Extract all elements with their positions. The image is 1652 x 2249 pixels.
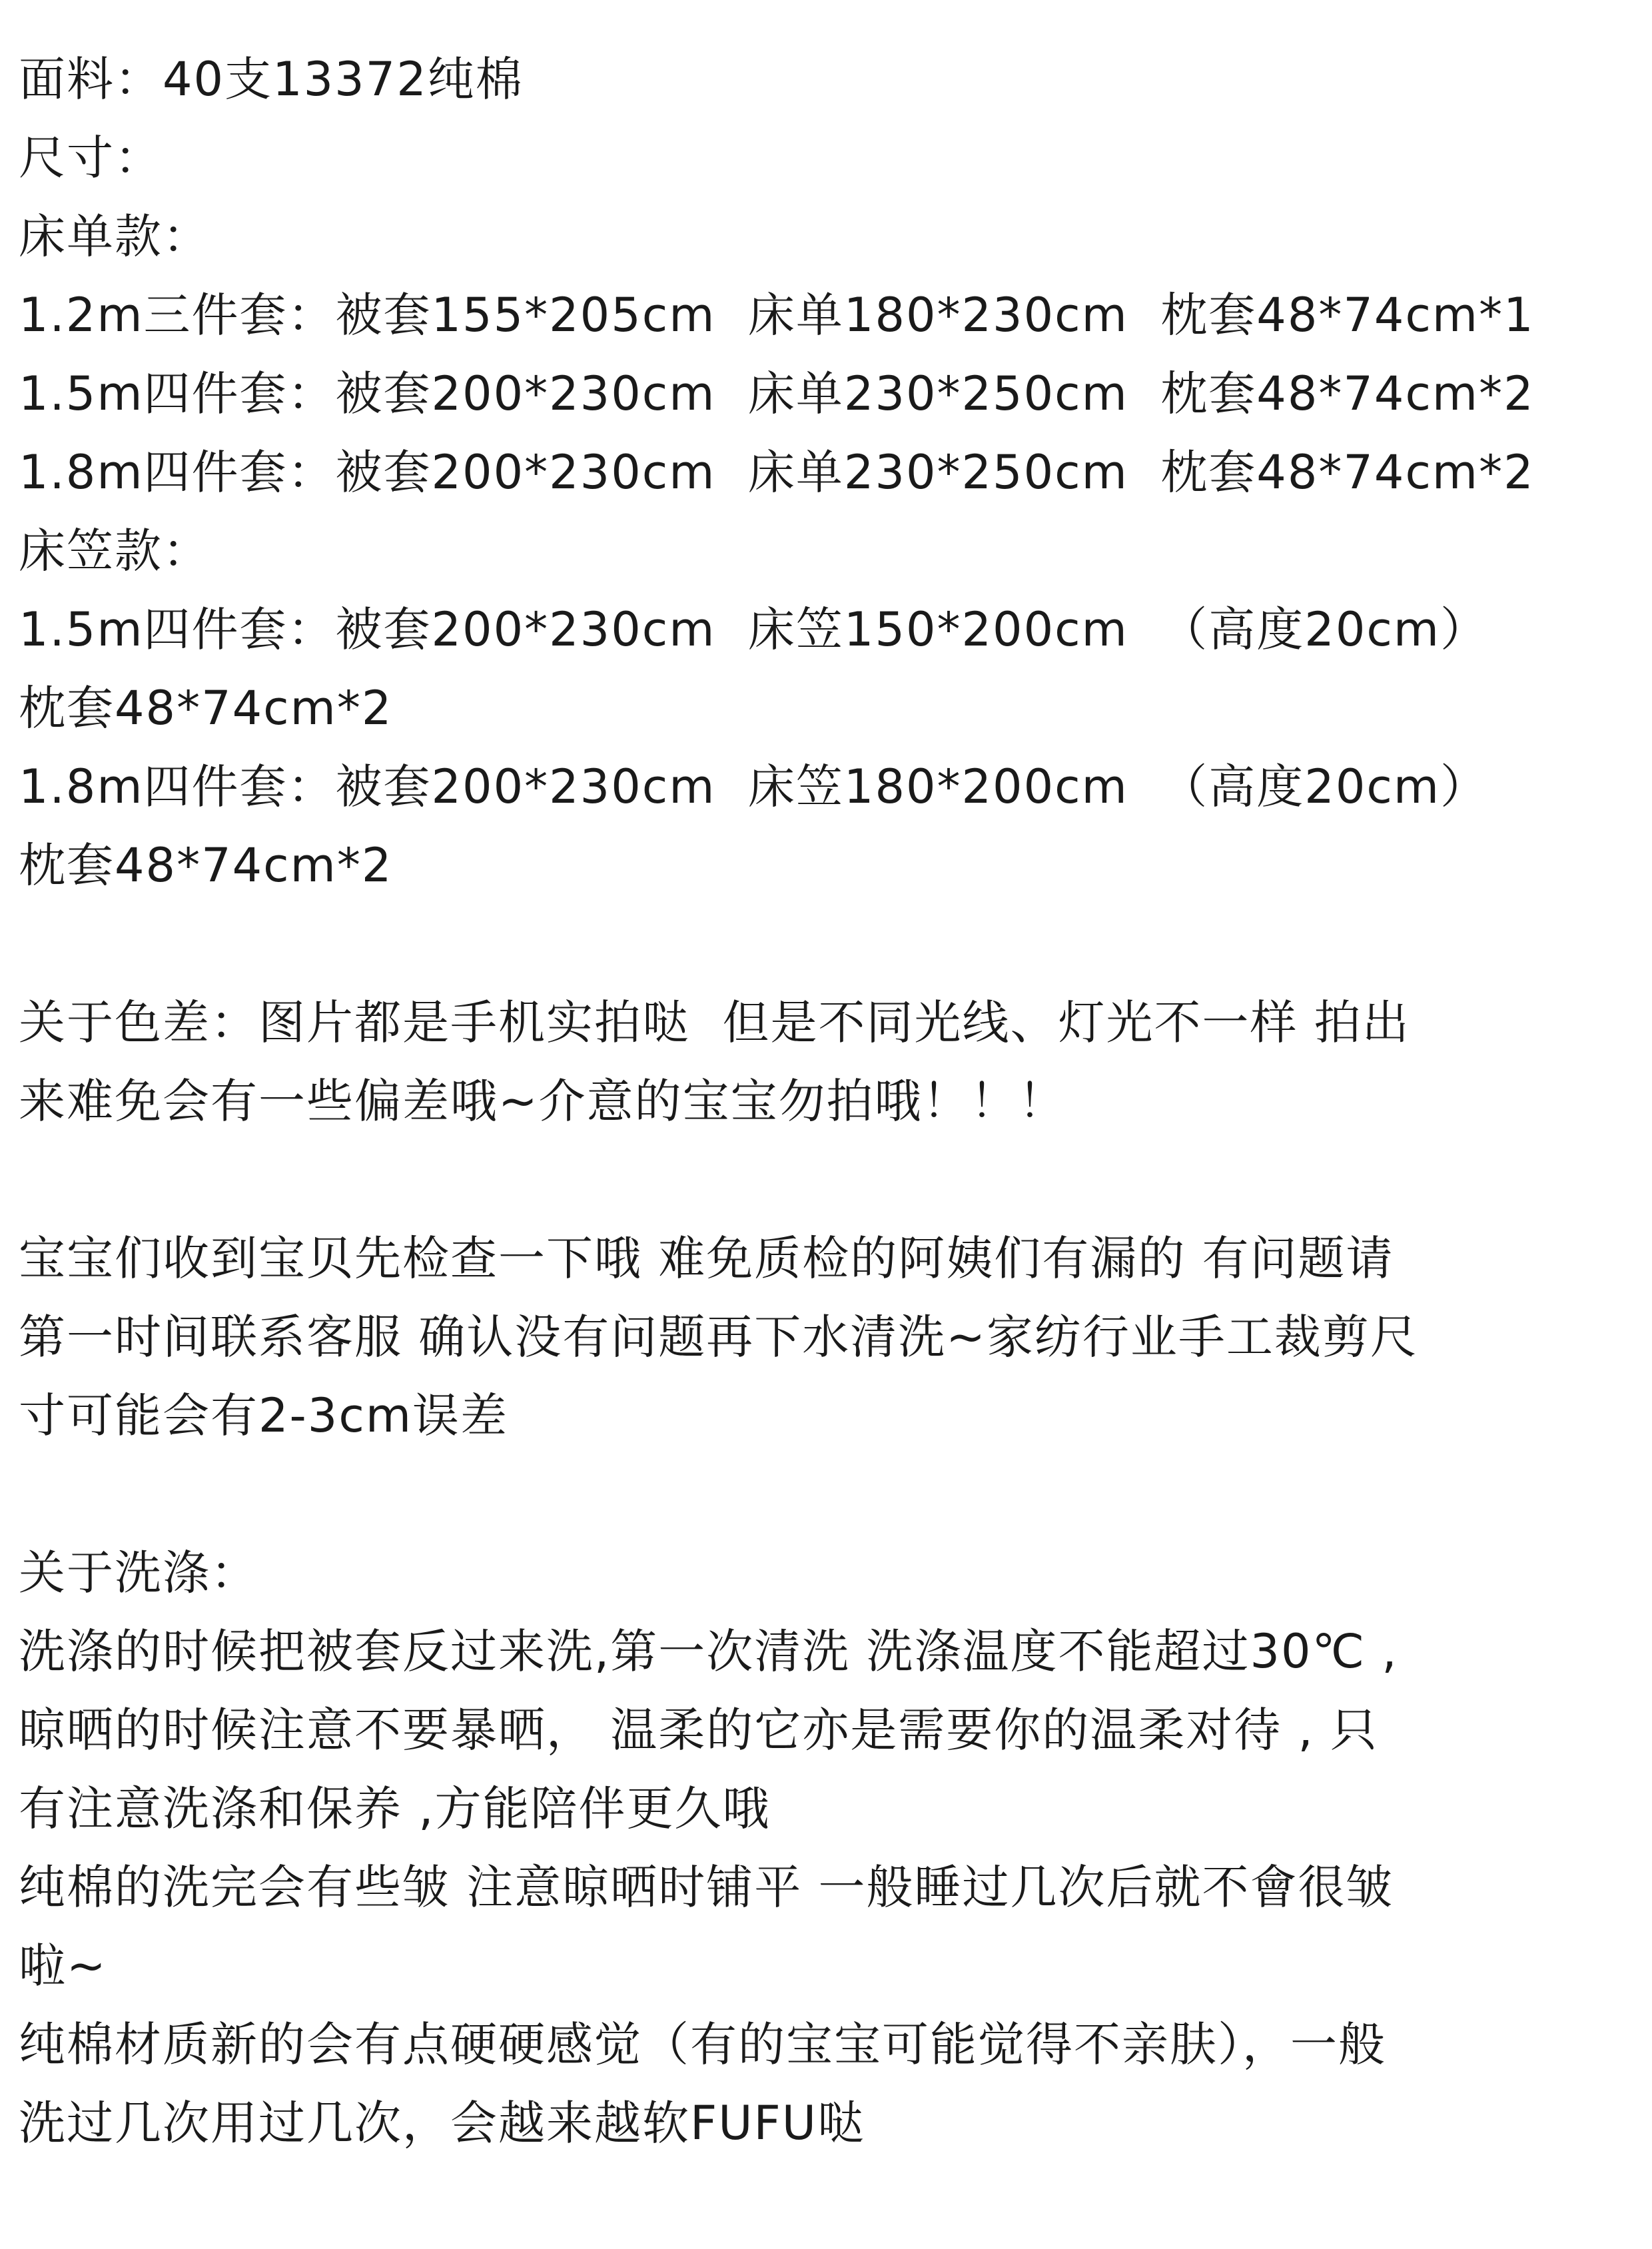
- washing-note-line: 纯棉的洗完会有些皱 注意晾晒时铺平 一般睡过几次后就不會很皱: [19, 1860, 1394, 1915]
- fitted-row-1-8m: 1.8m四件套：被套200*230cm 床笠180*200cm （高度20cm）: [19, 759, 1489, 814]
- spacer: [19, 1455, 1631, 1534]
- fitted-row-1-5m: 1.5m四件套：被套200*230cm 床笠150*200cm （高度20cm）: [19, 602, 1489, 657]
- washing-heading: 关于洗涤：: [19, 1546, 258, 1600]
- spacer: [19, 905, 1631, 983]
- washing-note-line: 洗涤的时候把被套反过来洗,第一次清洗 洗涤温度不能超过30℃ ,: [19, 1624, 1398, 1679]
- spacer: [19, 1140, 1631, 1219]
- color-note-line: 关于色差：图片都是手机实拍哒 但是不同光线、灯光不一样 拍出: [19, 995, 1410, 1050]
- size-label: 尺寸：: [19, 131, 163, 185]
- fitted-heading: 床笠款：: [19, 524, 210, 578]
- washing-note-line: 啦~: [19, 1939, 107, 1993]
- sheet-row-1-2m: 1.2m三件套：被套155*205cm 床单180*230cm 枕套48*74cm*1: [19, 288, 1535, 342]
- product-description: [19, 40, 1631, 2162]
- inspection-note-line: 寸可能会有2-3cm误差: [19, 1388, 509, 1443]
- washing-note-line: 洗过几次用过几次，会越来越软FUFU哒: [19, 2096, 865, 2150]
- inspection-note-line: 宝宝们收到宝贝先检查一下哦 难免质检的阿姨们有漏的 有问题请: [19, 1231, 1394, 1286]
- inspection-note-line: 第一时间联系客服 确认没有问题再下水清洗~家纺行业手工裁剪尺: [19, 1310, 1418, 1364]
- fitted-row-1-5m-pillow: 枕套48*74cm*2: [19, 681, 393, 735]
- sheet-row-1-8m: 1.8m四件套：被套200*230cm 床单230*250cm 枕套48*74cm*2: [19, 445, 1535, 500]
- fabric-line: 面料：40支13372纯棉: [19, 52, 524, 107]
- sheet-heading: 床单款：: [19, 209, 210, 264]
- washing-note-line: 有注意洗涤和保养 ,方能陪伴更久哦: [19, 1781, 771, 1836]
- sheet-row-1-5m: 1.5m四件套：被套200*230cm 床单230*250cm 枕套48*74cm*2: [19, 366, 1535, 421]
- washing-note-line: 纯棉材质新的会有点硬硬感觉（有的宝宝可能觉得不亲肤），一般: [19, 2017, 1386, 2072]
- fitted-row-1-8m-pillow: 枕套48*74cm*2: [19, 838, 393, 893]
- color-note-line: 来难免会有一些偏差哦~介意的宝宝勿拍哦！！！: [19, 1074, 1066, 1128]
- washing-note-line: 晾晒的时候注意不要暴晒， 温柔的它亦是需要你的温柔对待 , 只: [19, 1703, 1379, 1757]
